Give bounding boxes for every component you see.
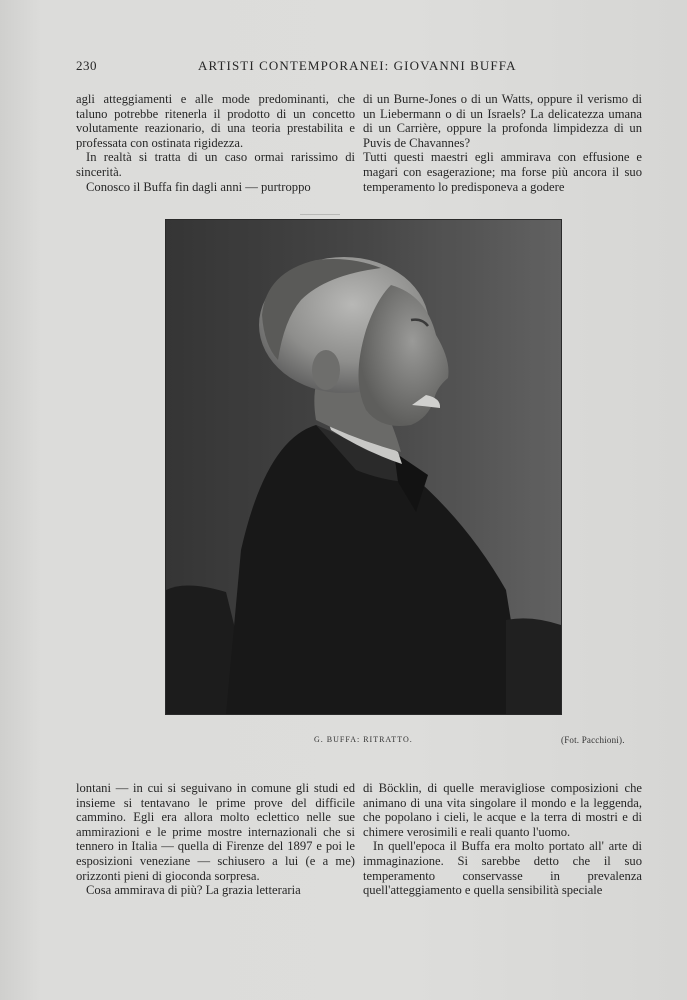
column-bottom-right xyxy=(363,781,642,898)
paragraph: Cosa ammirava di più? La grazia letteraria xyxy=(86,883,301,898)
column-top-right xyxy=(363,92,642,194)
paragraph: di Böcklin, di quelle meravigliose composizioni che animano di una vita singolare il mondo e la leggenda, che popolano i cieli, le acque e la terra di mostri e di chimere verosimili e reali quanto l'uomo. xyxy=(363,781,642,839)
paragraph: Tutti questi maestri egli ammirava con effusione e magari con esagerazione; ma forse più ancora il suo temperamento lo predisponeva a godere xyxy=(363,150,642,194)
figure-caption: G. BUFFA: RITRATTO. xyxy=(314,735,413,744)
paragraph: In quell'epoca il Buffa era molto portato all' arte di immaginazione. Si sarebbe detto che il suo temperamento conservasse in prevalenza quell'atteggiamento e quella sensibilità speciale xyxy=(363,839,642,898)
column-top-left xyxy=(76,92,355,194)
running-title: ARTISTI CONTEMPORANEI: GIOVANNI BUFFA xyxy=(198,58,517,73)
photo-credit: (Fot. Pacchioni). xyxy=(561,735,625,745)
paragraph: agli atteggiamenti e alle mode predominanti, che taluno potrebbe ritenerla il prodotto di un concetto volutamente reazionario, di una teoria prestabilita e professata con ostinata rigidezza. xyxy=(76,92,355,150)
column-bottom-left xyxy=(76,781,355,898)
divider xyxy=(300,214,340,215)
paragraph: In realtà si tratta di un caso ormai rarissimo di sincerità. xyxy=(76,150,355,179)
page-number: 230 xyxy=(76,58,97,73)
portrait-photo xyxy=(165,219,562,715)
paragraph: di un Burne-Jones o di un Watts, oppure il verismo di un Liebermann o di un Israels? La delicatezza umana di un Carrière, oppure la profonda limpidezza di un Puvis de Chavannes? xyxy=(363,92,642,150)
paragraph: Conosco il Buffa fin dagli anni — purtroppo xyxy=(86,179,311,194)
page-header xyxy=(76,58,652,78)
paragraph: lontani — in cui si seguivano in comune gli studi ed insieme si tentavano le prime prove del difficile cammino. Egli era allora molto eclettico nelle sue ammirazioni e le prime mostre internazionali che si tennero in Italia — quella di Firenze del 1897 e poi le esposizioni veneziane — schiusero a lui (e a me) orizzonti pieni di gioconda sorpresa. xyxy=(76,781,355,883)
